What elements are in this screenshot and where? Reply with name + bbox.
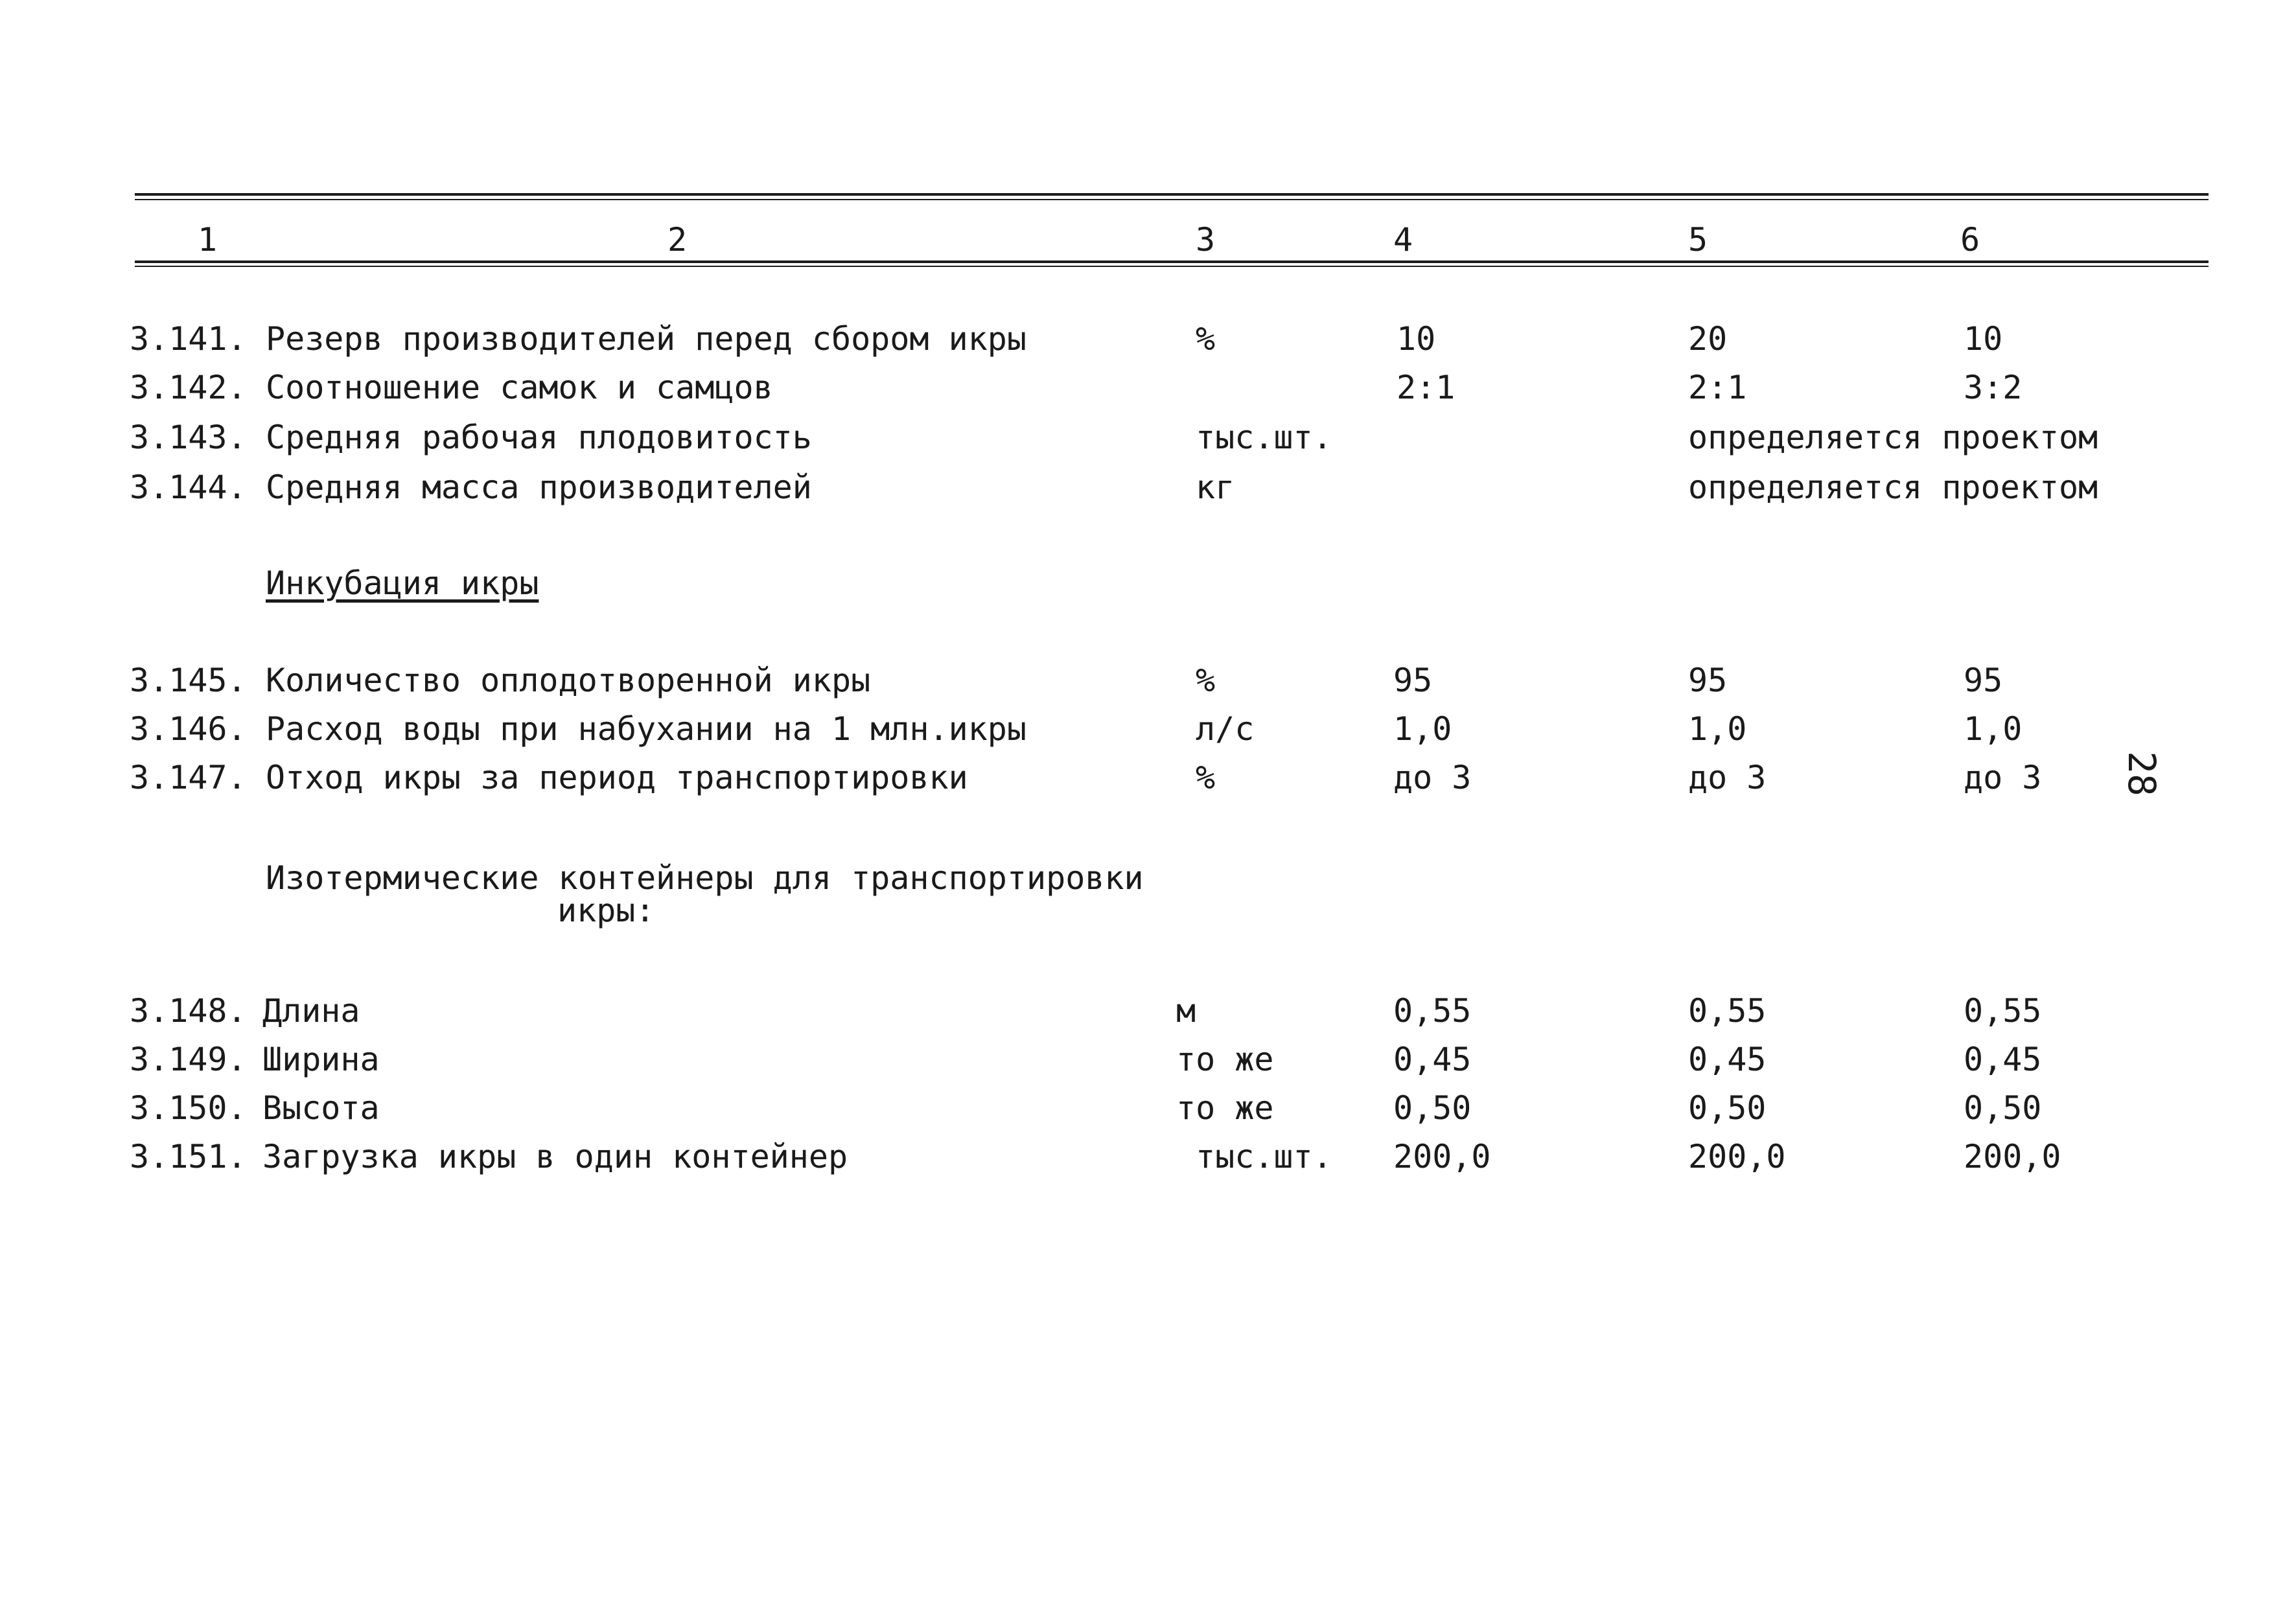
row-num: 3.144. bbox=[130, 468, 247, 506]
row-unit: тыс.шт. bbox=[1196, 1138, 1332, 1175]
header-top-rule-thin bbox=[135, 199, 2209, 200]
row-value-col4: 0,55 bbox=[1393, 992, 1472, 1030]
column-header-3: 3 bbox=[1196, 221, 1216, 259]
row-name: Длина bbox=[262, 992, 360, 1030]
row-name: Загрузка икры в один контейнер bbox=[262, 1138, 848, 1175]
row-num: 3.151. bbox=[130, 1138, 247, 1175]
row-value-col5: 20 bbox=[1688, 320, 1728, 358]
row-value-col5: 0,55 bbox=[1688, 992, 1767, 1030]
row-value-col5: 200,0 bbox=[1688, 1138, 1786, 1175]
row-name: Расход воды при набухании на 1 млн.икры bbox=[266, 710, 1026, 748]
row-num: 3.149. bbox=[130, 1041, 247, 1078]
column-header-4: 4 bbox=[1393, 221, 1413, 259]
row-value-col5: 0,50 bbox=[1688, 1089, 1767, 1127]
row-value-col5: 0,45 bbox=[1688, 1041, 1767, 1078]
row-value-col4: 10 bbox=[1397, 320, 1436, 358]
row-value-col5: 2:1 bbox=[1688, 369, 1747, 406]
row-value-col6: 200,0 bbox=[1964, 1138, 2061, 1175]
row-unit: % bbox=[1196, 759, 1216, 796]
column-header-1: 1 bbox=[198, 221, 218, 259]
row-num: 3.142. bbox=[130, 369, 247, 406]
row-name: Отход икры за период транспортировки bbox=[266, 759, 968, 796]
section-title-containers-cont: икры: bbox=[557, 892, 655, 929]
page-number: 28 bbox=[2119, 751, 2164, 796]
row-unit: то же bbox=[1176, 1041, 1274, 1078]
row-value-col5: 1,0 bbox=[1688, 710, 1747, 748]
row-name: Соотношение самок и самцов bbox=[266, 369, 773, 406]
row-value-col4: 200,0 bbox=[1393, 1138, 1491, 1175]
row-value-col4: 1,0 bbox=[1393, 710, 1452, 748]
row-value-col4: до 3 bbox=[1393, 759, 1472, 796]
row-value-col4: 2:1 bbox=[1397, 369, 1455, 406]
header-bottom-rule-thin bbox=[135, 266, 2209, 267]
row-num: 3.148. bbox=[130, 992, 247, 1030]
row-name: Средняя масса производителей bbox=[266, 468, 812, 506]
row-value-col6: 0,55 bbox=[1964, 992, 2042, 1030]
row-name: Количество оплодотворенной икры bbox=[266, 662, 871, 699]
row-unit: л/с bbox=[1196, 710, 1255, 748]
row-name: Высота bbox=[262, 1089, 380, 1127]
row-unit: тыс.шт. bbox=[1196, 419, 1332, 456]
row-value-col6: 1,0 bbox=[1964, 710, 2023, 748]
row-num: 3.150. bbox=[130, 1089, 247, 1127]
column-header-5: 5 bbox=[1688, 221, 1708, 259]
row-value-col5: определяется проектом bbox=[1688, 419, 2098, 456]
row-num: 3.141. bbox=[130, 320, 247, 358]
row-value-col6: 10 bbox=[1964, 320, 2003, 358]
row-value-col4: 0,50 bbox=[1393, 1089, 1472, 1127]
header-top-rule bbox=[135, 193, 2209, 196]
row-value-col6: 3:2 bbox=[1964, 369, 2023, 406]
row-num: 3.146. bbox=[130, 710, 247, 748]
row-unit: м bbox=[1176, 992, 1196, 1030]
row-num: 3.145. bbox=[130, 662, 247, 699]
row-value-col6: 0,45 bbox=[1964, 1041, 2042, 1078]
row-unit: % bbox=[1196, 320, 1216, 358]
row-unit: % bbox=[1196, 662, 1216, 699]
column-header-2: 2 bbox=[667, 221, 688, 259]
section-title-containers: Изотермические контейнеры для транспортировки bbox=[266, 859, 1144, 897]
row-value-col5: до 3 bbox=[1688, 759, 1767, 796]
row-value-col4: 95 bbox=[1393, 662, 1433, 699]
row-unit: кг bbox=[1196, 468, 1235, 506]
row-unit: то же bbox=[1176, 1089, 1274, 1127]
row-value-col5: 95 bbox=[1688, 662, 1728, 699]
row-num: 3.147. bbox=[130, 759, 247, 796]
column-header-6: 6 bbox=[1960, 221, 1980, 259]
row-value-col6: до 3 bbox=[1964, 759, 2042, 796]
section-title-incubation: Инкубация икры bbox=[266, 564, 539, 602]
row-value-col4: 0,45 bbox=[1393, 1041, 1472, 1078]
row-value-col6: 0,50 bbox=[1964, 1089, 2042, 1127]
row-num: 3.143. bbox=[130, 419, 247, 456]
header-bottom-rule bbox=[135, 260, 2209, 263]
row-name: Ширина bbox=[262, 1041, 380, 1078]
row-name: Резерв производителей перед сбором икры bbox=[266, 320, 1026, 358]
row-value-col5: определяется проектом bbox=[1688, 468, 2098, 506]
row-name: Средняя рабочая плодовитость bbox=[266, 419, 812, 456]
row-value-col6: 95 bbox=[1964, 662, 2003, 699]
